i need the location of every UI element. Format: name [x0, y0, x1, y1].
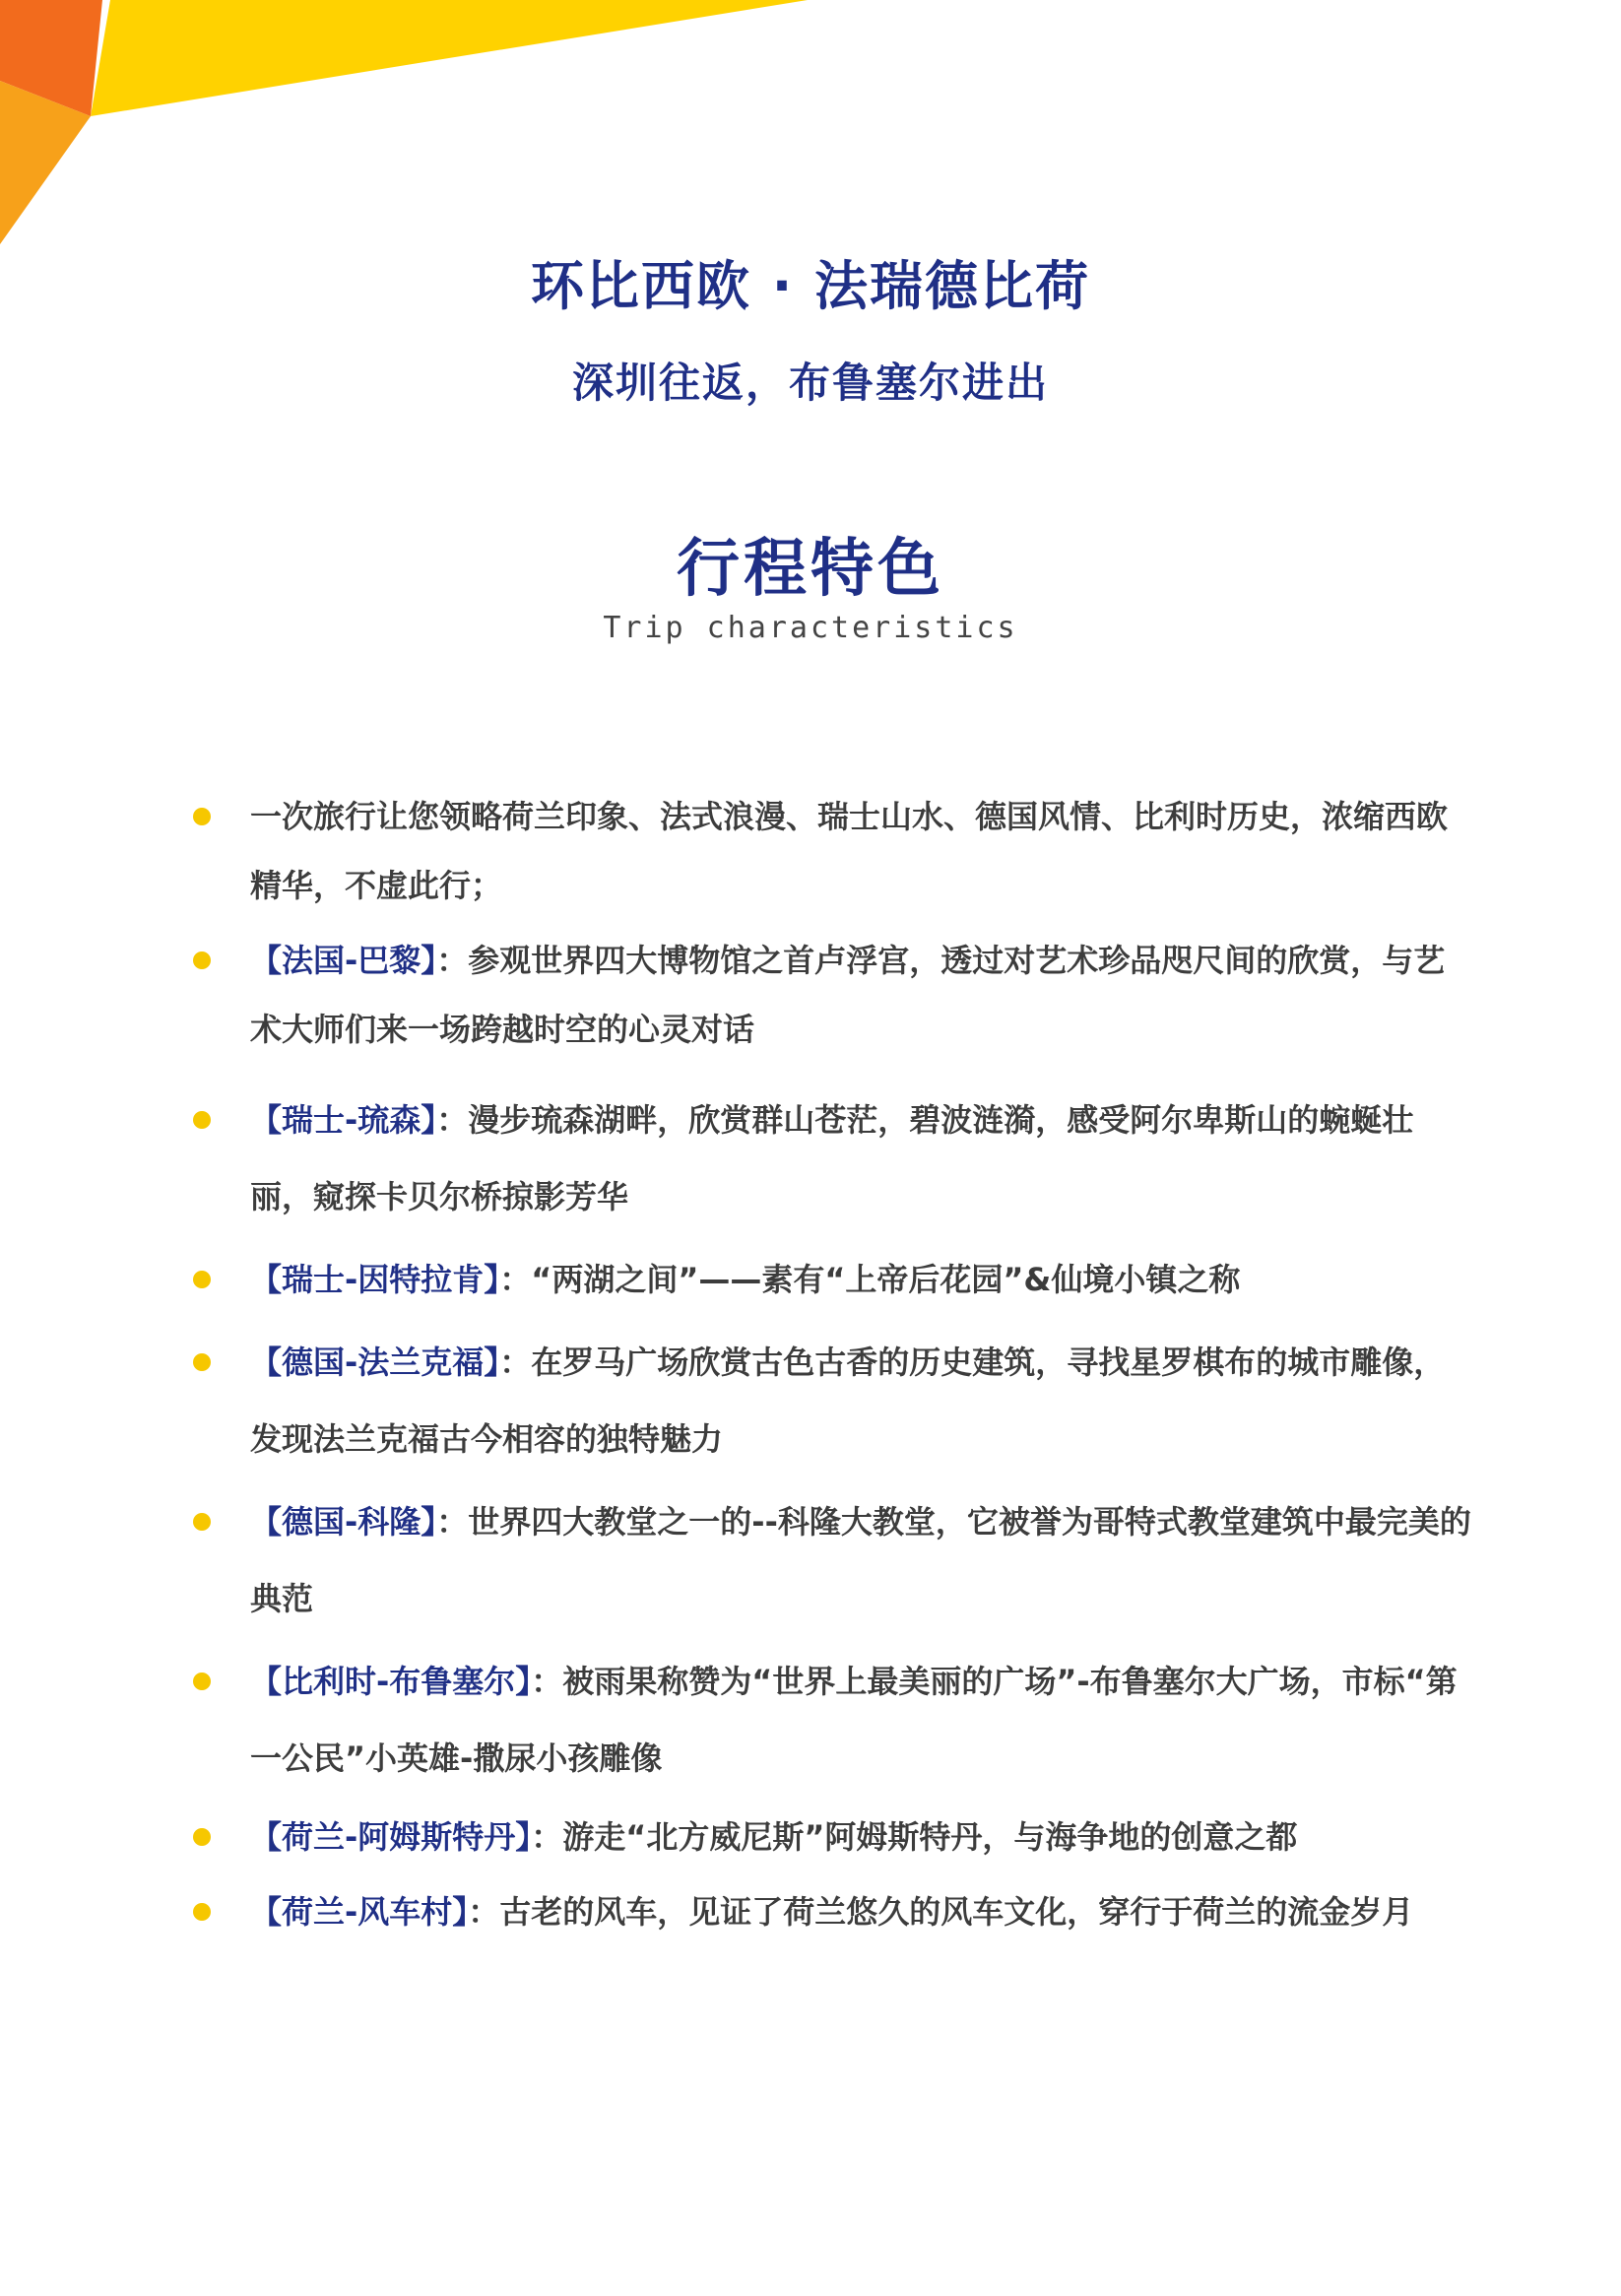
feature-place: 【比利时-布鲁塞尔】 — [250, 1663, 532, 1700]
feature-place: 【德国-科隆】 — [250, 1503, 437, 1541]
feature-text: ：在罗马广场欣赏古色古香的历史建筑，寻找星罗棋布的城市雕像，发现法兰克福古今相容的独特魅力 — [250, 1344, 1446, 1458]
feature-text: ：古老的风车，见证了荷兰悠久的风车文化，穿行于荷兰的流金岁月 — [468, 1893, 1414, 1931]
feature-text: ：被雨果称赞为“世界上最美丽的广场”-布鲁塞尔大广场，市标“第一公民”小英雄-撒尿小孩雕像 — [250, 1663, 1458, 1777]
section-subtitle: Trip characteristics — [603, 611, 1018, 645]
section-title: 行程特色 — [677, 533, 944, 606]
feature-item — [193, 1803, 1473, 1871]
page-title: 环比西欧 · 法瑞德比荷 — [530, 255, 1091, 317]
page-subtitle: 深圳往返，布鲁塞尔进出 — [571, 359, 1049, 407]
bullet-dot-icon — [193, 1111, 211, 1129]
feature-text: ：游走“北方威尼斯”阿姆斯特丹，与海争地的创意之都 — [531, 1818, 1298, 1856]
feature-text: 一次旅行让您领略荷兰印象、法式浪漫、瑞士山水、德国风情、比利时历史，浓缩西欧精华，不虚此行； — [250, 798, 1449, 904]
feature-item — [193, 1483, 1473, 1637]
feature-text: ：参观世界四大博物馆之首卢浮宫，透过对艺术珍品咫尺间的欣赏，与艺术大师们来一场跨越时空的心灵对话 — [250, 942, 1446, 1048]
bullet-dot-icon — [193, 1271, 211, 1288]
feature-item — [193, 782, 1473, 920]
feature-text: ：“两湖之间”——素有“上帝后花园”&仙境小镇之称 — [499, 1261, 1241, 1298]
decor-yellow-shard — [91, 0, 808, 116]
bullet-dot-icon — [193, 1513, 211, 1531]
feature-place: 【荷兰-阿姆斯特丹】 — [250, 1818, 532, 1856]
bullet-dot-icon — [193, 1828, 211, 1846]
feature-item — [193, 1082, 1473, 1235]
feature-item — [193, 1877, 1473, 1946]
feature-place: 【瑞士-琉森】 — [250, 1101, 437, 1139]
feature-item — [193, 1324, 1473, 1477]
bullet-dot-icon — [193, 808, 211, 825]
bullet-dot-icon — [193, 1903, 211, 1921]
bullet-dot-icon — [193, 951, 211, 969]
feature-item — [193, 1643, 1473, 1797]
bullet-dot-icon — [193, 1673, 211, 1690]
feature-text: ：世界四大教堂之一的--科隆大教堂，它被誉为哥特式教堂建筑中最完美的典范 — [250, 1503, 1471, 1617]
feature-list — [193, 782, 1473, 1946]
feature-item — [193, 1241, 1473, 1318]
feature-item — [193, 926, 1473, 1064]
feature-text: ：漫步琉森湖畔，欣赏群山苍茫，碧波涟漪，感受阿尔卑斯山的蜿蜒壮丽，窥探卡贝尔桥掠影芳华 — [250, 1101, 1414, 1215]
feature-place: 【德国-法兰克福】 — [250, 1344, 500, 1381]
corner-decoration — [0, 0, 808, 256]
feature-place: 【瑞士-因特拉肯】 — [250, 1261, 500, 1298]
bullet-dot-icon — [193, 1353, 211, 1371]
feature-place: 【荷兰-风车村】 — [250, 1893, 469, 1931]
feature-place: 【法国-巴黎】 — [250, 942, 437, 979]
